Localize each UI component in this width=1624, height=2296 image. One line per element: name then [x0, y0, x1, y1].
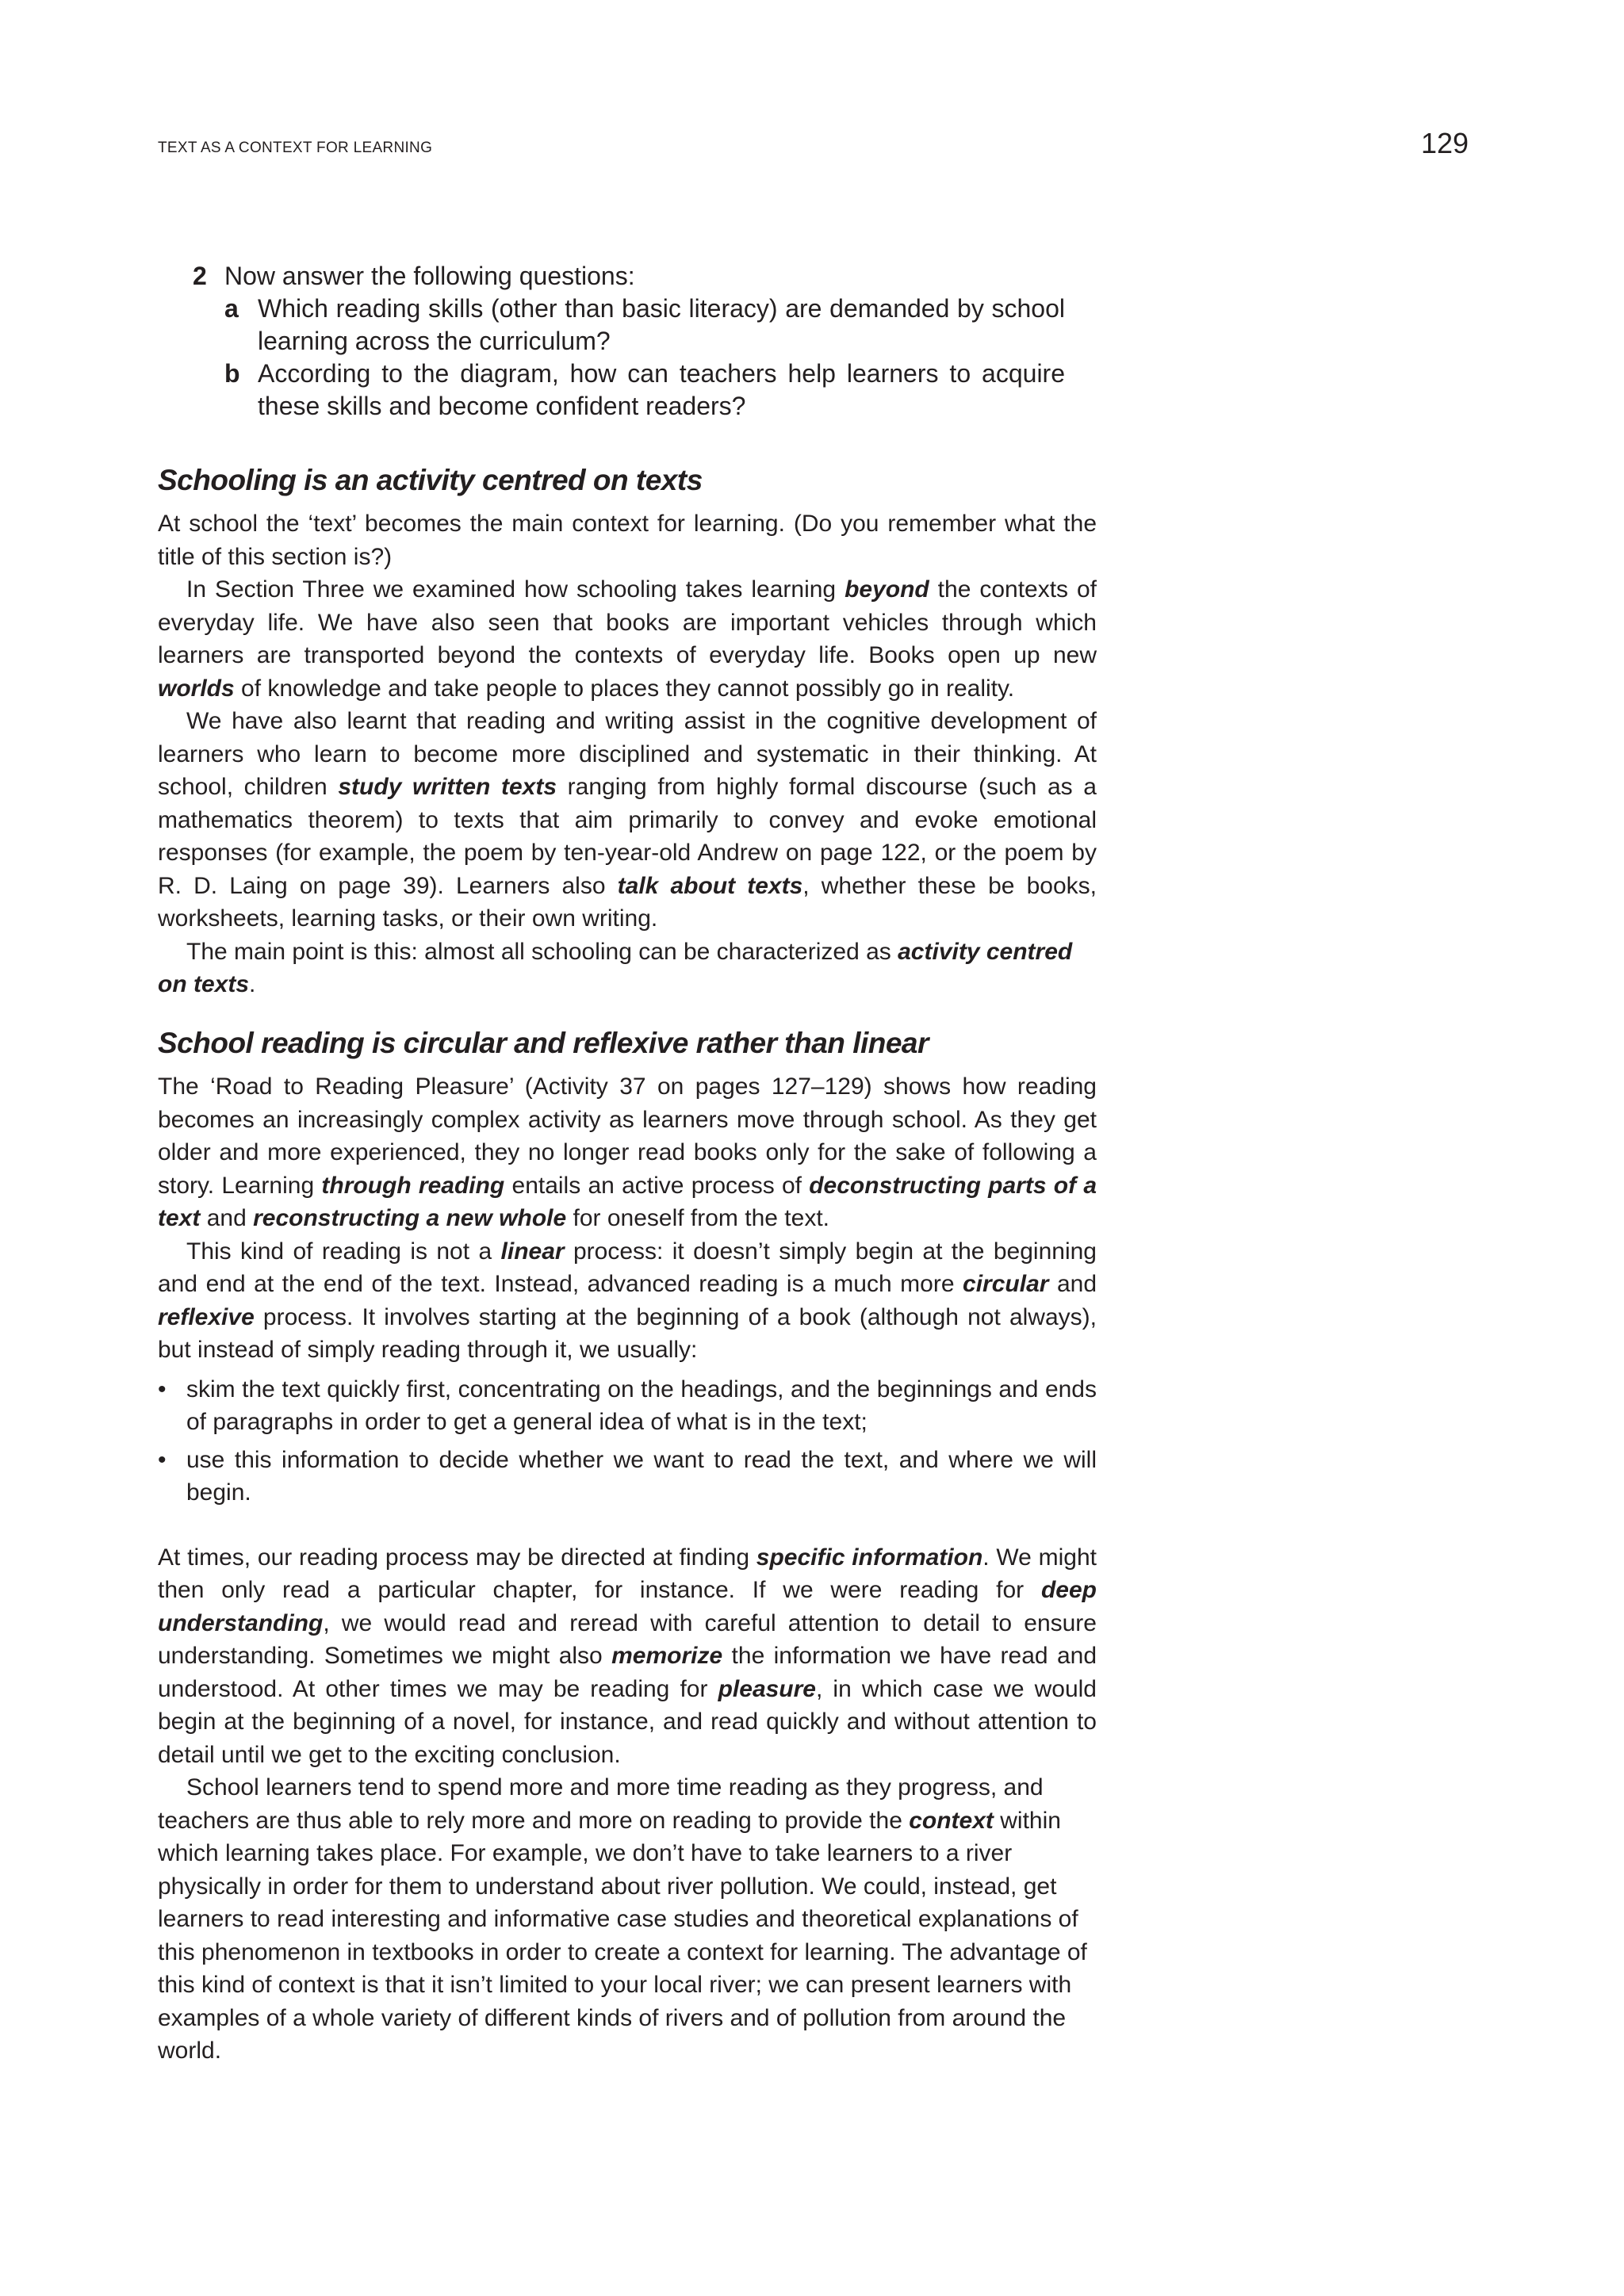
bullet-list [158, 1373, 1097, 1510]
question-number: 2 [193, 262, 207, 290]
question-letter: b [224, 359, 240, 388]
section-schooling [158, 461, 1097, 1001]
emphasis: study written texts [338, 774, 557, 800]
bullet-icon: • [158, 1376, 167, 1402]
emphasis: worlds [158, 675, 235, 702]
emphasis: circular [963, 1271, 1049, 1297]
bullet-item: • skim the text quickly first, concentrating on the headings, and the beginnings and ends of paragraphs in order to get a general idea of what is in the text; [158, 1373, 1097, 1439]
emphasis: deep understanding [158, 1577, 1097, 1636]
page-number: 129 [1421, 127, 1469, 159]
emphasis: talk about texts [617, 872, 803, 899]
emphasis: activity centred on texts [158, 938, 1073, 997]
question-text: Which reading skills (other than basic literacy) are demanded by school learning across the curriculum? [258, 294, 1065, 355]
section-circular-reading [158, 1024, 1097, 2068]
emphasis: reconstructing a new whole [253, 1205, 567, 1231]
paragraph: The main point is this: almost all schooling can be characterized as activity centred on texts. [158, 938, 1073, 997]
paragraph: In Section Three we examined how schooling takes learning beyond the contexts of everyday life. We have also seen that books are important vehicles through which learners are transported beyond the contexts of everyday life. Books open up new worlds of knowledge and take people to places they cannot possibly go in reality. [158, 576, 1097, 702]
paragraph: At times, our reading process may be directed at finding specific information. We might then only read a particular chapter, for instance. If we were reading for deep understanding, we would read and reread with careful attention to detail to ensure understanding. Sometimes we might also memorize the information we have read and understood. At other times we may be reading for pleasure, in which case we would begin at the beginning of a novel, for instance, and read quickly and without attention to detail until we get to the exciting conclusion. [158, 1544, 1097, 1768]
emphasis: reflexive [158, 1303, 255, 1330]
emphasis: context [909, 1807, 994, 1834]
section-heading: Schooling is an activity centred on texts [158, 464, 703, 496]
running-head: TEXT AS A CONTEXT FOR LEARNING [158, 140, 433, 156]
paragraph: At school the ‘text’ becomes the main context for learning. (Do you remember what the title of this section is?) [158, 511, 1097, 570]
question-intro: Now answer the following questions: [224, 262, 635, 290]
emphasis: through reading [321, 1172, 505, 1199]
question-item-a [193, 293, 1065, 358]
section-heading: School reading is circular and reflexive rather than linear [158, 1027, 929, 1059]
emphasis: specific information [756, 1544, 983, 1571]
question-intro-row [193, 260, 1065, 293]
question-block [193, 260, 1065, 423]
question-text: According to the diagram, how can teachers help learners to acquire these skills and become confident readers? [258, 359, 1065, 420]
paragraph: We have also learnt that reading and writing assist in the cognitive development of learners who learn to become more disciplined and systematic in their thinking. At school, children study written texts ranging from highly formal discourse (such as a mathematics theorem) to texts that aim primarily to convey and evoke emotional responses (for example, the poem by ten-year-old Andrew on page 122, or the poem by R. D. Laing on page 39). Learners also talk about texts, whether these be books, worksheets, learning tasks, or their own writing. [158, 708, 1097, 932]
paragraph: School learners tend to spend more and more time reading as they progress, and teachers are thus able to rely more and more on reading to provide the context within which learning takes place. For example, we don’t have to take learners to a river physically in order for them to understand about river pollution. We could, instead, get learners to read interesting and informative case studies and theoretical explanations of this phenomenon in textbooks in order to create a context for learning. The advantage of this kind of context is that it isn’t limited to your local river; we can present learners with examples of a whole variety of different kinds of rivers and of pollution from around the world. [158, 1774, 1087, 2064]
emphasis: beyond [845, 576, 929, 603]
emphasis: deconstructing parts of a text [158, 1172, 1097, 1231]
bullet-icon: • [158, 1446, 167, 1473]
emphasis: pleasure [718, 1675, 816, 1702]
paragraph: This kind of reading is not a linear process: it doesn’t simply begin at the beginning and end at the end of the text. Instead, advanced reading is a much more circular and reflexive process. It involves starting at the beginning of a book (although not always), but instead of simply reading through it, we usually: [158, 1238, 1097, 1363]
bullet-item: • use this information to decide whether we want to read the text, and where we will begin. [158, 1444, 1097, 1510]
question-item-b [193, 358, 1065, 423]
paragraph: The ‘Road to Reading Pleasure’ (Activity 37 on pages 127–129) shows how reading becomes an increasingly complex activity as learners move through school. As they get older and more experienced, they no longer read books only for the sake of following a story. Learning through reading entails an active process of deconstructing parts of a text and reconstructing a new whole for oneself from the text. [158, 1073, 1097, 1231]
emphasis: linear [500, 1238, 565, 1265]
emphasis: memorize [611, 1643, 723, 1669]
question-letter: a [224, 294, 239, 323]
